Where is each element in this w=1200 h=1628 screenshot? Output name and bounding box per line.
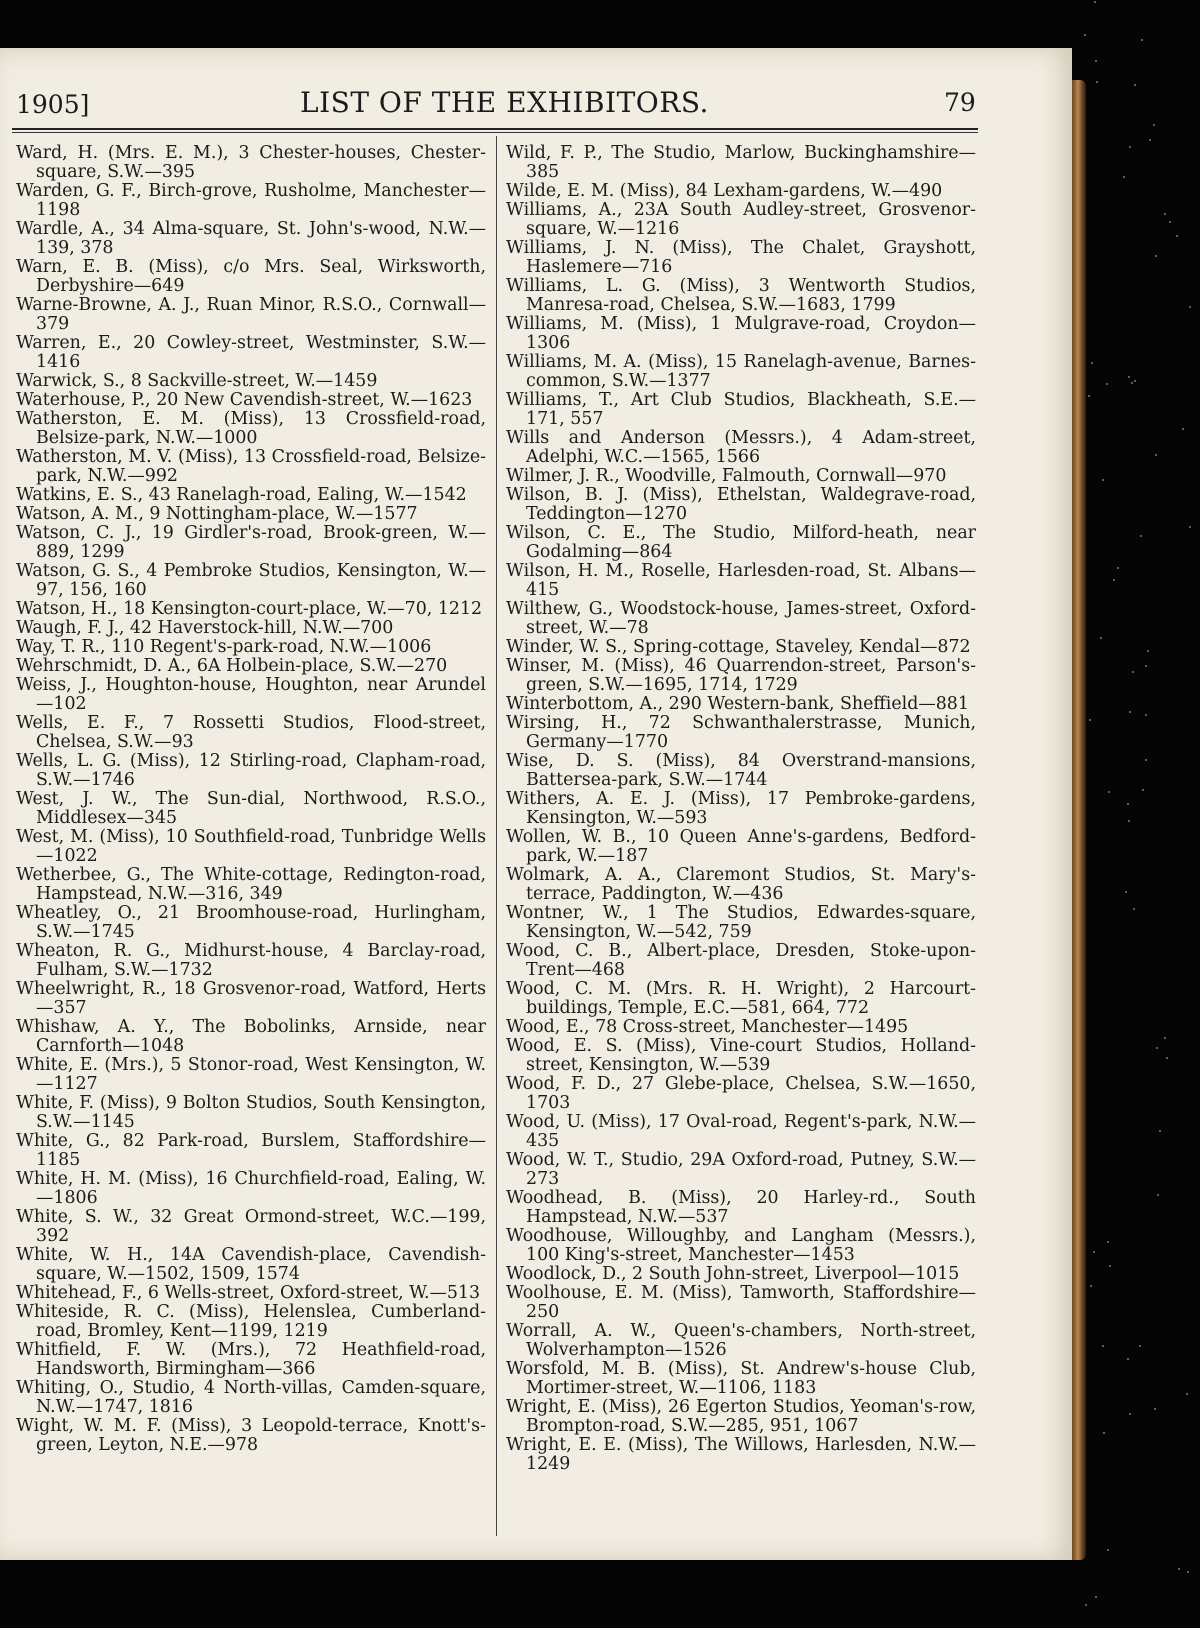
exhibitor-entry: Wells, E. F., 7 Rossetti Studios, Flood-street, Chelsea, S.W.—93 [16,713,486,752]
exhibitor-entry: Winder, W. S., Spring-cottage, Staveley, Kendal—872 [506,637,971,657]
star-dot [1096,81,1098,83]
star-dot [1103,1432,1105,1434]
star-dot [1153,124,1155,126]
exhibitor-entry: Worrall, A. W., Queen's-chambers, North-street, Wolverhampton—1526 [506,1321,976,1360]
exhibitor-entry: Wheelwright, R., 18 Grosvenor-road, Watford, Herts—357 [16,979,486,1018]
column-divider [496,136,497,1536]
exhibitor-entry: Woodhouse, Willoughby, and Langham (Messrs.), 100 King's-street, Manchester—1453 [506,1226,976,1265]
star-dot [1187,1571,1189,1573]
star-dot [1095,1596,1097,1598]
exhibitor-entry: Winterbottom, A., 290 Western-bank, Sheffield—881 [506,694,969,714]
star-dot [1089,719,1091,721]
star-dot [1147,650,1149,652]
star-dot [1186,1393,1188,1395]
star-dot [1108,791,1110,793]
star-dot [1107,1549,1109,1551]
exhibitor-entry: Wolmark, A. A., Claremont Studios, St. Mary's-terrace, Paddington, W.—436 [506,865,976,904]
exhibitor-entry: Waugh, F. J., 42 Haverstock-hill, N.W.—700 [16,618,394,638]
exhibitor-entry: White, E. (Mrs.), 5 Stonor-road, West Kensington, W.—1127 [16,1055,486,1094]
star-dot [1129,1413,1131,1415]
exhibitor-entry: Wild, F. P., The Studio, Marlow, Buckinghamshire—385 [506,143,976,182]
exhibitor-entry: Wardle, A., 34 Alma-square, St. John's-wood, N.W.—139, 378 [16,219,486,258]
exhibitor-entry: Watherston, E. M. (Miss), 13 Crossfield-road, Belsize-park, N.W.—1000 [16,409,486,448]
exhibitor-entry: White, G., 82 Park-road, Burslem, Staffordshire—1185 [16,1131,486,1170]
exhibitor-entry: Watson, H., 18 Kensington-court-place, W.—70, 1212 [16,599,483,619]
star-dot [1094,1,1096,3]
star-dot [1142,789,1144,791]
exhibitor-entry: Whishaw, A. Y., The Bobolinks, Arnside, near Carnforth—1048 [16,1017,486,1056]
header-year: 1905] [16,90,90,119]
star-dot [1123,176,1125,178]
exhibitor-entry: Waterhouse, P., 20 New Cavendish-street, W.—1623 [16,390,473,410]
star-dot [1145,759,1147,761]
exhibitor-entry: Woodhead, B. (Miss), 20 Harley-rd., South Hampstead, N.W.—537 [506,1188,976,1227]
star-dot [1140,535,1142,537]
exhibitor-entry: White, W. H., 14A Cavendish-place, Cavendish-square, W.—1502, 1509, 1574 [16,1245,486,1284]
star-dot [1095,60,1097,62]
star-dot [1090,1285,1092,1287]
exhibitor-entry: Wood, E. S. (Miss), Vine-court Studios, Holland-street, Kensington, W.—539 [506,1036,976,1075]
star-dot [1127,803,1129,805]
star-dot [1189,526,1191,528]
exhibitor-entry: Wilson, H. M., Roselle, Harlesden-road, St. Albans—415 [506,561,976,600]
exhibitor-entry: West, J. W., The Sun-dial, Northwood, R.S.O., Middlesex—345 [16,789,486,828]
exhibitor-entry: Wright, E. E. (Miss), The Willows, Harlesden, N.W.—1249 [506,1435,976,1474]
exhibitor-entry: Wehrschmidt, D. A., 6A Holbein-place, S.W.—270 [16,656,448,676]
star-dot [1128,820,1130,822]
star-dot [1132,671,1134,673]
exhibitor-entry: Woodlock, D., 2 South John-street, Liverpool—1015 [506,1264,960,1284]
star-dot [1189,306,1191,308]
star-dot [1164,1037,1166,1039]
star-dot [1107,1241,1109,1243]
star-dot [1155,454,1157,456]
star-dot [1155,255,1157,257]
exhibitor-entry: Watson, C. J., 19 Girdler's-road, Brook-green, W.—889, 1299 [16,523,486,562]
star-dot [1133,908,1135,910]
exhibitor-entry: Wilson, B. J. (Miss), Ethelstan, Waldegrave-road, Teddington—1270 [506,485,976,524]
exhibitor-entry: Wirsing, H., 72 Schwanthalerstrasse, Munich, Germany—1770 [506,713,976,752]
exhibitor-entry: Whiteside, R. C. (Miss), Helenslea, Cumberland-road, Bromley, Kent—1199, 1219 [16,1302,486,1341]
star-dot [1113,579,1115,581]
star-dot [1128,376,1130,378]
star-dot [1157,1194,1159,1196]
exhibitor-entry: Wise, D. S. (Miss), 84 Overstrand-mansions, Battersea-park, S.W.—1744 [506,751,976,790]
book-page [0,48,1072,1560]
left-column [16,144,486,1455]
star-dot [1139,1345,1141,1347]
star-dot [1134,84,1136,86]
exhibitor-entry: Watkins, E. S., 43 Ranelagh-road, Ealing, W.—1542 [16,485,467,505]
exhibitor-entry: Warren, E., 20 Cowley-street, Westminster, S.W.—1416 [16,333,486,372]
exhibitor-entry: Whitehead, F., 6 Wells-street, Oxford-street, W.—513 [16,1283,481,1303]
star-dot [1149,139,1151,141]
star-dot [1145,714,1147,716]
star-dot [1106,383,1108,385]
star-dot [1182,428,1184,430]
star-dot [1085,1604,1087,1606]
exhibitor-entry: Williams, M. A. (Miss), 15 Ranelagh-avenue, Barnes-common, S.W.—1377 [506,352,976,391]
exhibitor-entry: Whitfield, F. W. (Mrs.), 72 Heathfield-road, Handsworth, Birmingham—366 [16,1340,486,1379]
exhibitor-entry: Wilthew, G., Woodstock-house, James-street, Oxford-street, W.—78 [506,599,976,638]
exhibitor-entry: White, S. W., 32 Great Ormond-street, W.C.—199, 392 [16,1207,486,1246]
exhibitor-entry: Williams, M. (Miss), 1 Mulgrave-road, Croydon—1306 [506,314,976,353]
exhibitor-entry: Ward, H. (Mrs. E. M.), 3 Chester-houses, Chester-square, S.W.—395 [16,143,486,182]
header-rule [12,128,978,130]
star-dot [1102,1345,1104,1347]
star-dot [1176,235,1178,237]
exhibitor-entry: Whiting, O., Studio, 4 North-villas, Camden-square, N.W.—1747, 1816 [16,1378,486,1417]
exhibitor-entry: Wood, W. T., Studio, 29A Oxford-road, Putney, S.W.—273 [506,1150,976,1189]
star-dot [1127,1358,1129,1360]
exhibitor-entry: Wills and Anderson (Messrs.), 4 Adam-street, Adelphi, W.C.—1565, 1566 [506,428,976,467]
exhibitor-entry: Wheaton, R. G., Midhurst-house, 4 Barclay-road, Fulham, S.W.—1732 [16,941,486,980]
page-title: LIST OF THE EXHIBITORS. [300,86,709,119]
exhibitor-entry: Wood, U. (Miss), 17 Oval-road, Regent's-park, N.W.—435 [506,1112,976,1151]
star-dot [1109,1265,1111,1267]
star-dot [1131,382,1133,384]
star-dot [1145,665,1147,667]
exhibitor-entry: Wight, W. M. F. (Miss), 3 Leopold-terrace, Knott's-green, Leyton, N.E.—978 [16,1416,486,1455]
exhibitor-entry: Wright, E. (Miss), 26 Egerton Studios, Yeoman's-row, Brompton-road, S.W.—285, 951, 1067 [506,1397,976,1436]
exhibitor-entry: Weiss, J., Houghton-house, Houghton, near Arundel—102 [16,675,486,714]
exhibitor-entry: Watson, G. S., 4 Pembroke Studios, Kensington, W.—97, 156, 160 [16,561,486,600]
exhibitor-entry: Warn, E. B. (Miss), c/o Mrs. Seal, Wirksworth, Derbyshire—649 [16,257,486,296]
exhibitor-entry: Warden, G. F., Birch-grove, Rusholme, Manchester—1198 [16,181,486,220]
exhibitor-entry: Williams, L. G. (Miss), 3 Wentworth Studios, Manresa-road, Chelsea, S.W.—1683, 1799 [506,276,976,315]
exhibitor-entry: Williams, A., 23A South Audley-street, Grosvenor-square, W.—1216 [506,200,976,239]
exhibitor-entry: Wetherbee, G., The White-cottage, Redington-road, Hampstead, N.W.—316, 349 [16,865,486,904]
exhibitor-entry: Winser, M. (Miss), 46 Quarrendon-street, Parson's-green, S.W.—1695, 1714, 1729 [506,656,976,695]
exhibitor-entry: Wells, L. G. (Miss), 12 Stirling-road, Clapham-road, S.W.—1746 [16,751,486,790]
star-dot [1125,891,1127,893]
exhibitor-entry: Warwick, S., 8 Sackville-street, W.—1459 [16,371,378,391]
star-dot [1117,567,1119,569]
exhibitor-entry: White, F. (Miss), 9 Bolton Studios, South Kensington, S.W.—1145 [16,1093,486,1132]
background-stars [1075,0,1200,1628]
star-dot [1129,146,1131,148]
star-dot [1166,1057,1168,1059]
star-dot [1093,1251,1095,1253]
star-dot [1141,39,1143,41]
exhibitor-entry: Williams, J. N. (Miss), The Chalet, Grayshott, Haslemere—716 [506,238,976,277]
star-dot [1091,362,1093,364]
exhibitor-entry: West, M. (Miss), 10 Southfield-road, Tunbridge Wells—1022 [16,827,486,866]
star-dot [1154,1408,1156,1410]
exhibitor-entry: Wood, E., 78 Cross-street, Manchester—1495 [506,1017,909,1037]
exhibitor-entry: Wood, C. B., Albert-place, Dresden, Stoke-upon-Trent—468 [506,941,976,980]
exhibitor-entry: Warne-Browne, A. J., Ruan Minor, R.S.O., Cornwall—379 [16,295,486,334]
star-dot [1102,479,1104,481]
exhibitor-entry: Wontner, W., 1 The Studios, Edwardes-square, Kensington, W.—542, 759 [506,903,976,942]
exhibitor-entry: Wood, F. D., 27 Glebe-place, Chelsea, S.W.—1650, 1703 [506,1074,976,1113]
exhibitor-entry: Woolhouse, E. M. (Miss), Tamworth, Staffordshire—250 [506,1283,976,1322]
star-dot [1134,380,1136,382]
exhibitor-entry: Wood, C. M. (Mrs. R. H. Wright), 2 Harcourt-buildings, Temple, E.C.—581, 664, 772 [506,979,976,1018]
header-rule-thin [12,132,978,133]
exhibitor-entry: Worsfold, M. B. (Miss), St. Andrew's-house Club, Mortimer-street, W.—1106, 1183 [506,1359,976,1398]
right-column [506,144,976,1474]
exhibitor-entry: Williams, T., Art Club Studios, Blackheath, S.E.—171, 557 [506,390,976,429]
star-dot [1084,34,1086,36]
exhibitor-entry: Wheatley, O., 21 Broomhouse-road, Hurlingham, S.W.—1745 [16,903,486,942]
star-dot [1088,395,1090,397]
star-dot [1178,1568,1180,1570]
exhibitor-entry: Wilde, E. M. (Miss), 84 Lexham-gardens, W.—490 [506,181,943,201]
exhibitor-entry: Watherston, M. V. (Miss), 13 Crossfield-road, Belsize-park, N.W.—992 [16,447,486,486]
star-dot [1159,1130,1161,1132]
star-dot [1164,213,1166,215]
star-dot [1169,221,1171,223]
page-number: 79 [944,88,976,117]
exhibitor-entry: Watson, A. M., 9 Nottingham-place, W.—1577 [16,504,418,524]
star-dot [1129,711,1131,713]
star-dot [1156,1047,1158,1049]
exhibitor-entry: Wollen, W. B., 10 Queen Anne's-gardens, Bedford-park, W.—187 [506,827,976,866]
exhibitor-entry: Withers, A. E. J. (Miss), 17 Pembroke-gardens, Kensington, W.—593 [506,789,976,828]
exhibitor-entry: Wilmer, J. R., Woodville, Falmouth, Cornwall—970 [506,466,947,486]
star-dot [1100,637,1102,639]
exhibitor-entry: Wilson, C. E., The Studio, Milford-heath, near Godalming—864 [506,523,976,562]
exhibitor-entry: White, H. M. (Miss), 16 Churchfield-road, Ealing, W.—1806 [16,1169,486,1208]
exhibitor-entry: Way, T. R., 110 Regent's-park-road, N.W.—1006 [16,637,432,657]
